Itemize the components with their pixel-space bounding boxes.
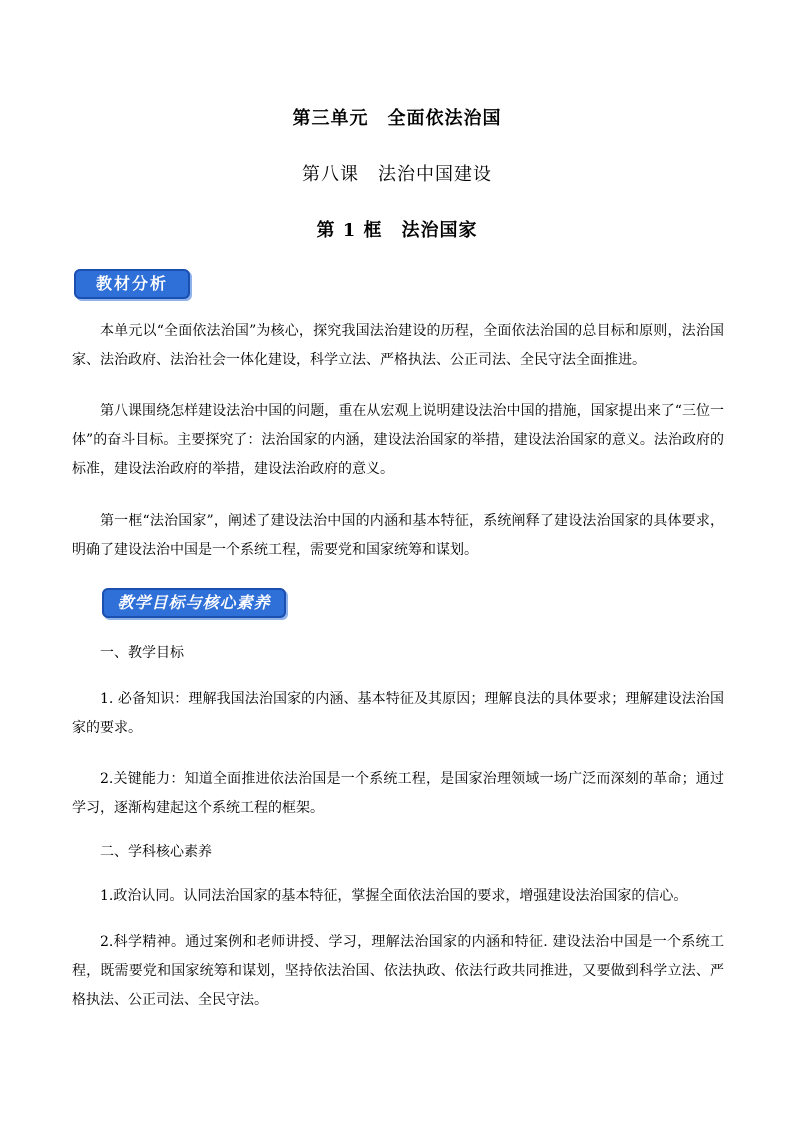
teaching-goal-item-2: 2.关键能力：知道全面推进依法治国是一个系统工程，是国家治理领域一场广泛而深刻的革命；通过学习，逐渐构建起这个系统工程的框架。 (72, 771, 724, 816)
teaching-goals-heading: 一、教学目标 (100, 645, 184, 661)
analysis-section-badge: 教材分析 (74, 269, 190, 299)
analysis-paragraph-2: 第八课围绕怎样建设法治中国的问题，重在从宏观上说明建设法治中国的措施，国家提出来了“三位一体”的奋斗目标。主要探究了：法治国家的内涵，建设法治国家的举措，建设法治国家的意义。法治政府的标准，建设法治政府的举措，建设法治政府的意义。 (72, 403, 724, 477)
analysis-paragraph-1: 本单元以“全面依法治国”为核心，探究我国法治建设的历程，全面依法治国的总目标和原则，法治国家、法治政府、法治社会一体化建设，科学立法、严格执法、公正司法、全民守法全面推进。 (72, 323, 724, 368)
core-literacy-heading: 二、学科核心素养 (100, 844, 212, 860)
goals-section-badge: 教学目标与核心素养 (102, 588, 286, 618)
analysis-paragraph-3: 第一框“法治国家”，阐述了建设法治中国的内涵和基本特征，系统阐释了建设法治国家的具体要求，明确了建设法治中国是一个系统工程，需要党和国家统筹和谋划。 (72, 513, 724, 558)
lesson-title: 第八课 法治中国建设 (302, 164, 492, 185)
unit-title: 第三单元 全面依法治国 (292, 108, 502, 129)
frame-title: 第 1 框 法治国家 (316, 220, 478, 241)
core-literacy-item-2: 2.科学精神。通过案例和老师讲授、学习，理解法治国家的内涵和特征. 建设法治中国是一个系统工程，既需要党和国家统筹和谋划，坚持依法治国、依法执政、依法行政共同推进，又要做到科学立法、严格执法、公正司法、全民守法。 (72, 934, 724, 1008)
core-literacy-item-1: 1.政治认同。认同法治国家的基本特征，掌握全面依法治国的要求，增强建设法治国家的信心。 (100, 888, 688, 904)
teaching-goal-item-1: 1. 必备知识：理解我国法治国家的内涵、基本特征及其原因；理解良法的具体要求；理解建设法治国家的要求。 (72, 691, 724, 736)
